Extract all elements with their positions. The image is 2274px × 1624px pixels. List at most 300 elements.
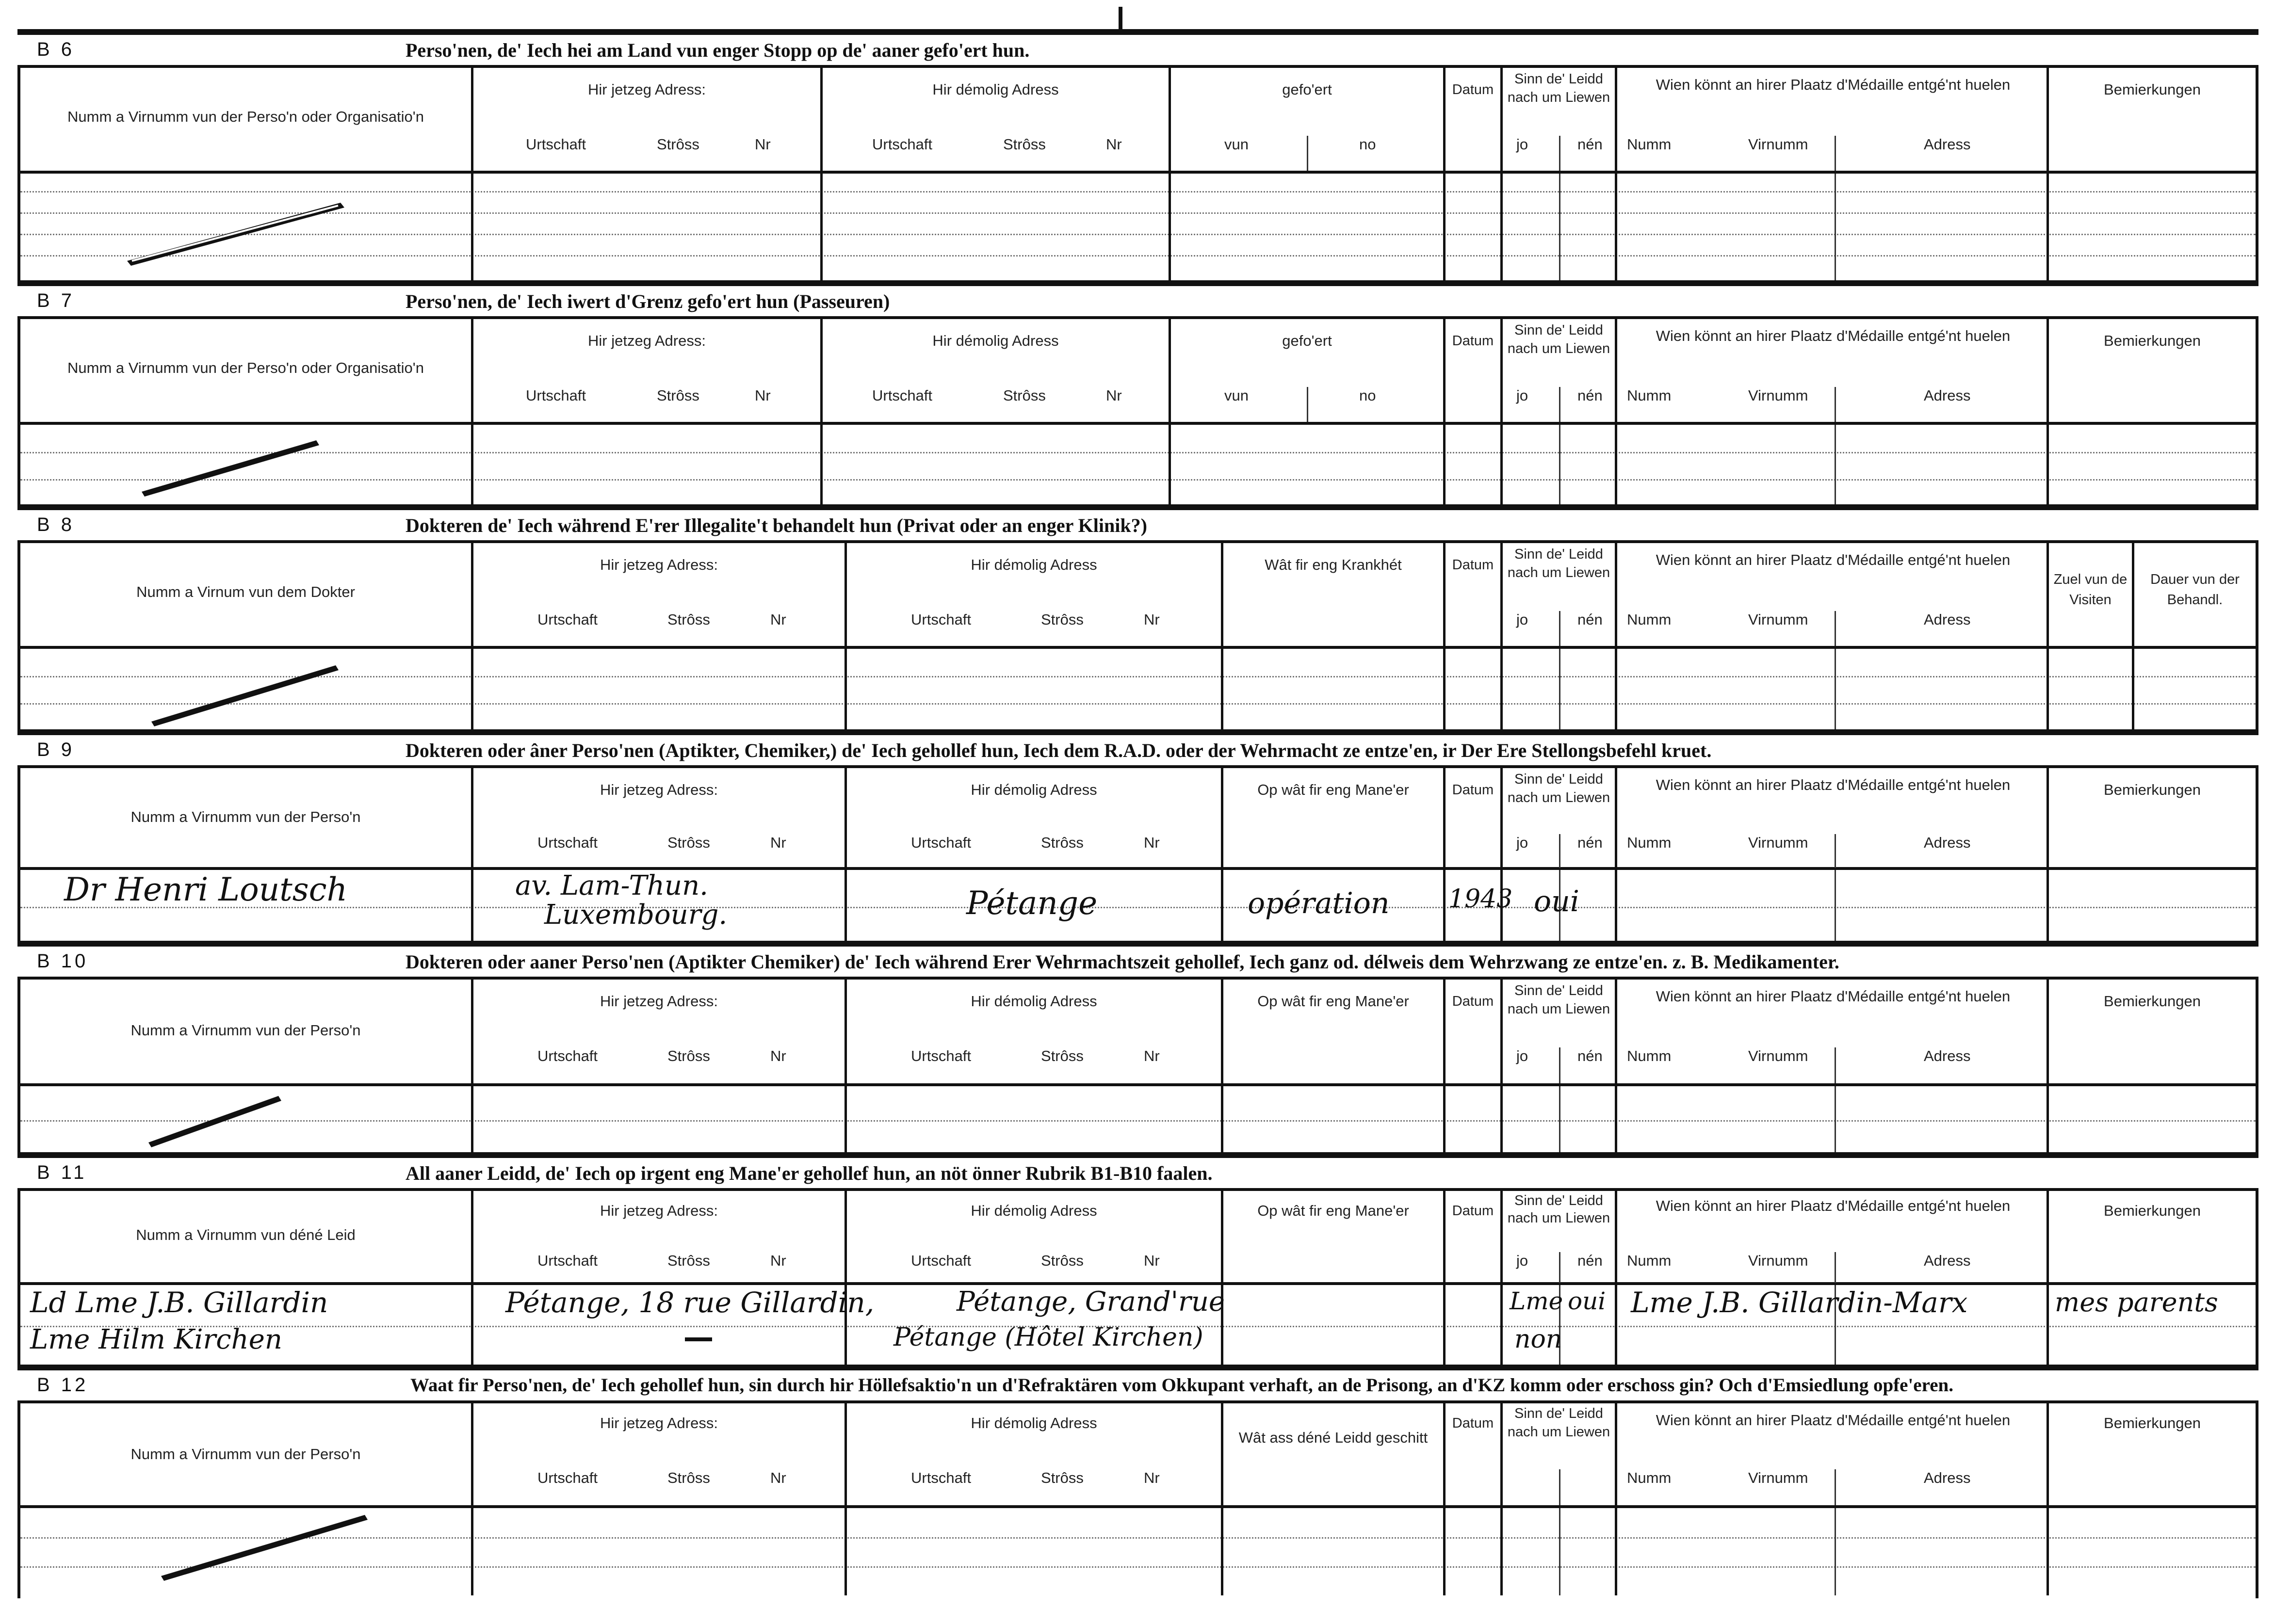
dash-mark (685, 1337, 712, 1352)
divider (1835, 387, 1836, 422)
entry-rows[interactable] (20, 1508, 2256, 1595)
col-visits-label: Zuel vun de Visiten (2053, 572, 2128, 608)
section-header (17, 35, 2258, 65)
sub-firstname: Virnumm (1748, 136, 1808, 153)
cell (1617, 425, 2049, 507)
col-name (20, 68, 473, 171)
sub-nr: Nr (755, 136, 771, 153)
sub-to: no (1359, 136, 1376, 153)
col-former-label: Hir démolig Adress (932, 332, 1059, 349)
col-alive-label: Sinn de' Leidd nach um Liewen (1507, 547, 1610, 580)
table-header (20, 768, 2256, 870)
col-alive (1503, 980, 1617, 1083)
col-name-label: Numm a Virnumm vun der Perso'n (130, 1022, 361, 1039)
sub-town: Urtschaft (911, 611, 972, 628)
col-remarks (2049, 768, 2256, 867)
section-b8 (17, 504, 2258, 735)
handwritten-alive: non (1514, 1325, 1562, 1354)
entry-rows[interactable] (20, 1086, 2256, 1155)
col-alive-label: Sinn de' Leidd nach um Liewen (1507, 1193, 1610, 1226)
section-title: Dokteren oder aaner Perso'nen (Aptikter Chemiker) de' Iech während Erer Wehrmachtszeit gehollef, Iech ganz od. délweis dem Wehrzwang ze entze'en. z. B. Medikamenter. (406, 951, 1839, 973)
cell (1171, 174, 1446, 283)
col-former-label: Hir démolig Adress (971, 1202, 1097, 1219)
col-remarks-label: Bemierkungen (2104, 81, 2201, 98)
sub-no: nén (1577, 1252, 1603, 1269)
sub-street: Strôss (667, 611, 710, 628)
sub-name: Numm (1627, 136, 1672, 153)
col-former-address (847, 768, 1223, 867)
divider (1835, 136, 1836, 171)
col-former-label: Hir démolig Adress (971, 993, 1097, 1010)
col-datum (1446, 1191, 1503, 1282)
col-duration-label: Dauer vun der Behandl. (2150, 572, 2240, 608)
divider (1559, 1469, 1560, 1505)
sub-town: Urtschaft (911, 834, 972, 851)
handwritten-manner: opération (1248, 886, 1390, 920)
col-name (20, 980, 473, 1083)
col-medal-label: Wien könnt an hirer Plaatz d'Médaille entgé'nt huelen (1656, 1197, 2011, 1214)
divider (1835, 174, 1836, 283)
divider (1307, 387, 1308, 422)
col-datum (1446, 768, 1503, 867)
section-b9 (17, 729, 2258, 947)
col-current-label: Hir jetzeg Adress: (600, 993, 718, 1010)
col-former-address (847, 1403, 1223, 1505)
col-name (20, 543, 473, 646)
col-alive (1503, 768, 1617, 867)
col-name-label: Numm a Virnumm vun der Perso'n oder Organisatio'n (67, 108, 424, 125)
col-medal (1617, 1403, 2049, 1505)
cell (1617, 870, 2049, 944)
divider (1559, 1086, 1560, 1155)
section-header (17, 735, 2258, 765)
sub-street: Strôss (667, 834, 710, 851)
divider (1835, 649, 1836, 732)
col-remarks-label: Bemierkungen (2104, 332, 2201, 349)
col-alive-label: Sinn de' Leidd nach um Liewen (1507, 983, 1610, 1017)
col-current-label: Hir jetzeg Adress: (588, 332, 706, 349)
col-mid-label: gefo'ert (1282, 332, 1332, 349)
cell (1617, 649, 2049, 732)
col-alive (1503, 68, 1617, 171)
sub-street: Strôss (1003, 136, 1046, 153)
divider (1835, 1508, 1836, 1595)
section-title: All aaner Leidd, de' Iech op irgent eng Mane'er gehollef hun, an nöt önner Rubrik B1-B10 faalen. (406, 1162, 1213, 1184)
col-illness (1223, 543, 1446, 646)
cell (847, 1086, 1223, 1155)
cell (1617, 1086, 2049, 1155)
col-former-label: Hir démolig Adress (971, 781, 1097, 798)
col-manner (1223, 980, 1446, 1083)
col-current-label: Hir jetzeg Adress: (600, 1415, 718, 1431)
sub-nr: Nr (770, 611, 786, 628)
col-current-label: Hir jetzeg Adress: (600, 556, 718, 573)
sub-town: Urtschaft (911, 1469, 972, 1486)
sub-nr: Nr (1144, 834, 1160, 851)
col-remarks (2049, 1191, 2256, 1282)
divider (1559, 136, 1560, 171)
sub-nr: Nr (755, 387, 771, 404)
col-medal (1617, 543, 2049, 646)
handwritten-current-address: Luxembourg. (544, 899, 728, 931)
sub-name: Numm (1627, 387, 1672, 404)
col-former-label: Hir démolig Adress (932, 81, 1059, 98)
strike-through-mark (142, 659, 345, 726)
section-title: Dokteren oder âner Perso'nen (Aptikter, Chemiker,) de' Iech gehollef hun, Iech dem R.A.D. oder der Wehrmacht ze entze'en, ir Der Ere Stellongsbefehl kruet. (406, 740, 1712, 761)
col-medal (1617, 768, 2049, 867)
cell (1223, 1086, 1446, 1155)
sub-name: Numm (1627, 1252, 1672, 1269)
section-header (17, 1158, 2258, 1188)
sub-street: Strôss (1003, 387, 1046, 404)
col-mid-label: Wât ass déné Leidd geschitt (1238, 1429, 1428, 1446)
col-current-label: Hir jetzeg Adress: (588, 81, 706, 98)
sub-town: Urtschaft (537, 1252, 598, 1269)
sub-no: nén (1577, 1047, 1603, 1064)
col-datum-label: Datum (1452, 82, 1494, 97)
handwritten-name: Ld Lme J.B. Gillardin (30, 1286, 328, 1319)
divider (1559, 1047, 1560, 1083)
cell (473, 1086, 847, 1155)
sub-nr: Nr (1106, 387, 1122, 404)
table-header (20, 1191, 2256, 1285)
col-mid-label: gefo'ert (1282, 81, 1332, 98)
section-header (17, 947, 2258, 977)
cell (473, 425, 823, 507)
cell (473, 174, 823, 283)
sub-firstname: Virnumm (1748, 1047, 1808, 1064)
divider (1835, 1469, 1836, 1505)
section-code: B 9 (37, 739, 75, 760)
strike-through-mark (151, 1508, 374, 1581)
cell (1617, 1508, 2049, 1595)
divider (1559, 611, 1560, 646)
section-b12 (17, 1365, 2258, 1602)
col-medal-label: Wien könnt an hirer Plaatz d'Médaille entgé'nt huelen (1656, 551, 2011, 568)
section-header (17, 510, 2258, 540)
handwritten-alive: oui (1568, 1287, 1606, 1315)
divider (1559, 387, 1560, 422)
col-medal-label: Wien könnt an hirer Plaatz d'Médaille entgé'nt huelen (1656, 1412, 2011, 1429)
section-table (17, 540, 2258, 735)
divider (1559, 425, 1560, 507)
strike-through-mark (132, 434, 326, 498)
handwritten-former-address: Pétange (Hôtel Kirchen) (893, 1323, 1203, 1352)
cell (1223, 649, 1446, 732)
sub-yes: jo (1516, 1252, 1528, 1269)
divider (1835, 1047, 1836, 1083)
strike-through-mark (142, 1090, 287, 1148)
sub-nr: Nr (1106, 136, 1122, 153)
col-datum (1446, 68, 1503, 171)
handwritten-current-address: Pétange, 18 rue Gillardin, (505, 1286, 875, 1319)
cell (1446, 425, 1503, 507)
sub-street: Strôss (1041, 611, 1084, 628)
sub-town: Urtschaft (537, 834, 598, 851)
sub-no: nén (1577, 611, 1603, 628)
handwritten-name: Dr Henri Loutsch (64, 871, 348, 908)
sub-nr: Nr (1144, 1047, 1160, 1064)
col-datum-label: Datum (1452, 994, 1494, 1009)
col-former-address (823, 319, 1171, 422)
table-header (20, 319, 2256, 425)
cell (823, 425, 1171, 507)
col-alive-label: Sinn de' Leidd nach um Liewen (1507, 322, 1610, 356)
entry-rows[interactable] (20, 174, 2256, 283)
cell (1446, 1285, 1503, 1367)
sub-nr: Nr (770, 1252, 786, 1269)
col-medal-label: Wien könnt an hirer Plaatz d'Médaille entgé'nt huelen (1656, 988, 2011, 1005)
handwritten-former-address: Pétange, Grand'rue (957, 1286, 1225, 1318)
col-remarks-label: Bemierkungen (2104, 781, 2201, 798)
sub-no: nén (1577, 834, 1603, 851)
sub-yes: jo (1516, 834, 1528, 851)
sub-name: Numm (1627, 1047, 1672, 1064)
col-remarks (2049, 68, 2256, 171)
col-manner (1223, 768, 1446, 867)
col-alive (1503, 1403, 1617, 1505)
section-table (17, 316, 2258, 510)
divider (1559, 834, 1560, 868)
col-current-address (473, 980, 847, 1083)
sub-firstname: Virnumm (1748, 611, 1808, 628)
col-datum (1446, 319, 1503, 422)
col-datum-label: Datum (1452, 782, 1494, 798)
col-alive-label: Sinn de' Leidd nach um Liewen (1507, 1406, 1610, 1440)
col-name (20, 768, 473, 867)
col-name (20, 1403, 473, 1505)
divider (1559, 1508, 1560, 1595)
col-datum-label: Datum (1452, 1415, 1494, 1431)
col-remarks (2049, 980, 2256, 1083)
section-title: Waat fir Perso'nen, de' Iech gehollef hun, sin durch hir Höllefsaktio'n un d'Refraktären vom Okkupant verhaft, an de Prisong, an d'KZ komm oder erschoss gin? Och d'Emsiedlung opfe'eren. (410, 1375, 1953, 1396)
col-remarks (2049, 319, 2256, 422)
handwritten-name: Lme Hilm Kirchen (30, 1324, 282, 1355)
divider (1559, 649, 1560, 732)
table-header (20, 68, 2256, 174)
sub-street: Strôss (667, 1252, 710, 1269)
col-medal (1617, 319, 2049, 422)
divider (1559, 174, 1560, 283)
divider (1307, 136, 1308, 171)
sub-nr: Nr (770, 834, 786, 851)
section-code: B 12 (37, 1374, 89, 1396)
sub-street: Strôss (667, 1469, 710, 1486)
sub-nr: Nr (770, 1047, 786, 1064)
cell (847, 1508, 1223, 1595)
sub-name: Numm (1627, 1469, 1672, 1486)
form-page (17, 29, 2258, 1600)
sub-town: Urtschaft (537, 1469, 598, 1486)
col-name (20, 319, 473, 422)
sub-yes: jo (1516, 611, 1528, 628)
strike-through-mark (117, 193, 350, 266)
col-current-address (473, 319, 823, 422)
divider (1835, 1252, 1836, 1283)
col-datum (1446, 980, 1503, 1083)
sub-name: Numm (1627, 834, 1672, 851)
col-medal-label: Wien könnt an hirer Plaatz d'Médaille entgé'nt huelen (1656, 776, 2011, 793)
sub-street: Strôss (1041, 1047, 1084, 1064)
col-remarks-label: Bemierkungen (2104, 1202, 2201, 1219)
entry-rows[interactable] (20, 425, 2256, 507)
cell (473, 1508, 847, 1595)
section-code: B 6 (37, 39, 75, 60)
divider (1835, 1086, 1836, 1155)
col-medal (1617, 980, 2049, 1083)
sub-from: vun (1224, 387, 1249, 404)
sub-address: Adress (1924, 611, 1971, 628)
sub-no: nén (1577, 387, 1603, 404)
sub-nr: Nr (1144, 1469, 1160, 1486)
sub-yes: jo (1516, 136, 1528, 153)
col-current-address (473, 68, 823, 171)
col-transported (1171, 68, 1446, 171)
sub-street: Strôss (1041, 1469, 1084, 1486)
entry-rows[interactable] (20, 870, 2256, 944)
sub-address: Adress (1924, 387, 1971, 404)
section-b11 (17, 1152, 2258, 1370)
sub-street: Strôss (1041, 834, 1084, 851)
cell (2049, 649, 2134, 732)
entry-rows[interactable] (20, 1285, 2256, 1367)
section-code: B 11 (37, 1162, 87, 1183)
col-medal-label: Wien könnt an hirer Plaatz d'Médaille entgé'nt huelen (1656, 327, 2011, 344)
sub-nr: Nr (770, 1469, 786, 1486)
sub-town: Urtschaft (872, 387, 933, 404)
col-manner (1223, 1191, 1446, 1282)
section-title: Perso'nen, de' Iech iwert d'Grenz gefo'ert hun (Passeuren) (406, 290, 890, 312)
col-datum (1446, 1403, 1503, 1505)
col-duration (2134, 543, 2256, 646)
col-visits (2049, 543, 2134, 646)
entry-rows[interactable] (20, 649, 2256, 732)
cell (1223, 1508, 1446, 1595)
col-what-happened (1223, 1403, 1446, 1505)
sub-address: Adress (1924, 834, 1971, 851)
col-datum-label: Datum (1452, 333, 1494, 349)
section-code: B 8 (37, 514, 75, 535)
col-current-label: Hir jetzeg Adress: (600, 1202, 718, 1219)
section-code: B 7 (37, 290, 75, 311)
divider (1835, 611, 1836, 646)
top-tick-mark (1119, 7, 1122, 29)
cell (847, 649, 1223, 732)
col-alive (1503, 319, 1617, 422)
col-datum-label: Datum (1452, 1203, 1494, 1219)
col-name-label: Numm a Virnum vun dem Dokter (136, 583, 355, 600)
col-datum (1446, 543, 1503, 646)
col-current-address (473, 1403, 847, 1505)
sub-town: Urtschaft (872, 136, 933, 153)
handwritten-medal-recipient: Lme J.B. Gillardin-Marx (1631, 1286, 1968, 1319)
sub-street: Strôss (657, 136, 699, 153)
col-transported (1171, 319, 1446, 422)
cell (1223, 1285, 1446, 1367)
col-remarks-label: Bemierkungen (2104, 1415, 2201, 1431)
table-header (20, 1403, 2256, 1508)
col-name-label: Numm a Virnumm vun der Perso'n (130, 1446, 361, 1463)
handwritten-alive: oui (1534, 884, 1579, 918)
sub-address: Adress (1924, 1047, 1971, 1064)
col-alive (1503, 1191, 1617, 1282)
section-b10 (17, 941, 2258, 1158)
sub-town: Urtschaft (526, 136, 586, 153)
col-name (20, 1191, 473, 1282)
divider (1835, 834, 1836, 868)
col-former-label: Hir démolig Adress (971, 556, 1097, 573)
section-b6 (17, 29, 2258, 286)
section-b7 (17, 280, 2258, 510)
col-former-address (847, 1191, 1223, 1282)
col-remarks (2049, 1403, 2256, 1505)
sub-town: Urtschaft (911, 1252, 972, 1269)
col-mid-label: Wât fir eng Krankhét (1265, 556, 1402, 573)
sub-firstname: Virnumm (1748, 1252, 1808, 1269)
divider (1835, 425, 1836, 507)
sub-street: Strôss (1041, 1252, 1084, 1269)
sub-yes: jo (1516, 387, 1528, 404)
sub-firstname: Virnumm (1748, 1469, 1808, 1486)
cell (823, 174, 1171, 283)
col-current-label: Hir jetzeg Adress: (600, 781, 718, 798)
col-name-label: Numm a Virnumm vun der Perso'n (130, 808, 361, 825)
sub-firstname: Virnumm (1748, 834, 1808, 851)
table-header (20, 543, 2256, 649)
section-table (17, 1188, 2258, 1370)
col-current-address (473, 543, 847, 646)
sub-nr: Nr (1144, 611, 1160, 628)
col-current-address (473, 1191, 847, 1282)
cell (1446, 174, 1503, 283)
col-alive (1503, 543, 1617, 646)
sub-street: Strôss (657, 387, 699, 404)
sub-no: nén (1577, 136, 1603, 153)
col-name-label: Numm a Virnumm vun déné Leid (136, 1226, 356, 1243)
section-title: Dokteren de' Iech während E'rer Illegalite't behandelt hun (Privat oder an enger Klinik?) (406, 515, 1147, 536)
handwritten-alive: Lme (1510, 1287, 1563, 1315)
col-datum-label: Datum (1452, 557, 1494, 573)
col-remarks-label: Bemierkungen (2104, 993, 2201, 1010)
sub-address: Adress (1924, 136, 1971, 153)
cell (1446, 649, 1503, 732)
divider (1835, 870, 1836, 944)
section-table (17, 977, 2258, 1158)
cell (1446, 1508, 1503, 1595)
divider (1559, 1252, 1560, 1283)
section-table (17, 1400, 2258, 1598)
section-table (17, 765, 2258, 947)
col-mid-label: Op wât fir eng Mane'er (1257, 781, 1409, 798)
sub-town: Urtschaft (537, 611, 598, 628)
sub-address: Adress (1924, 1469, 1971, 1486)
sub-town: Urtschaft (526, 387, 586, 404)
sub-yes: jo (1516, 1047, 1528, 1064)
sub-name: Numm (1627, 611, 1672, 628)
col-former-address (847, 543, 1223, 646)
sub-town: Urtschaft (537, 1047, 598, 1064)
table-header (20, 980, 2256, 1086)
col-current-address (473, 768, 847, 867)
col-former-label: Hir démolig Adress (971, 1415, 1097, 1431)
cell (1171, 425, 1446, 507)
section-header (17, 286, 2258, 316)
cell (1617, 174, 2049, 283)
col-mid-label: Op wât fir eng Mane'er (1257, 993, 1409, 1010)
section-table (17, 65, 2258, 286)
sub-nr: Nr (1144, 1252, 1160, 1269)
cell (1446, 1086, 1503, 1155)
